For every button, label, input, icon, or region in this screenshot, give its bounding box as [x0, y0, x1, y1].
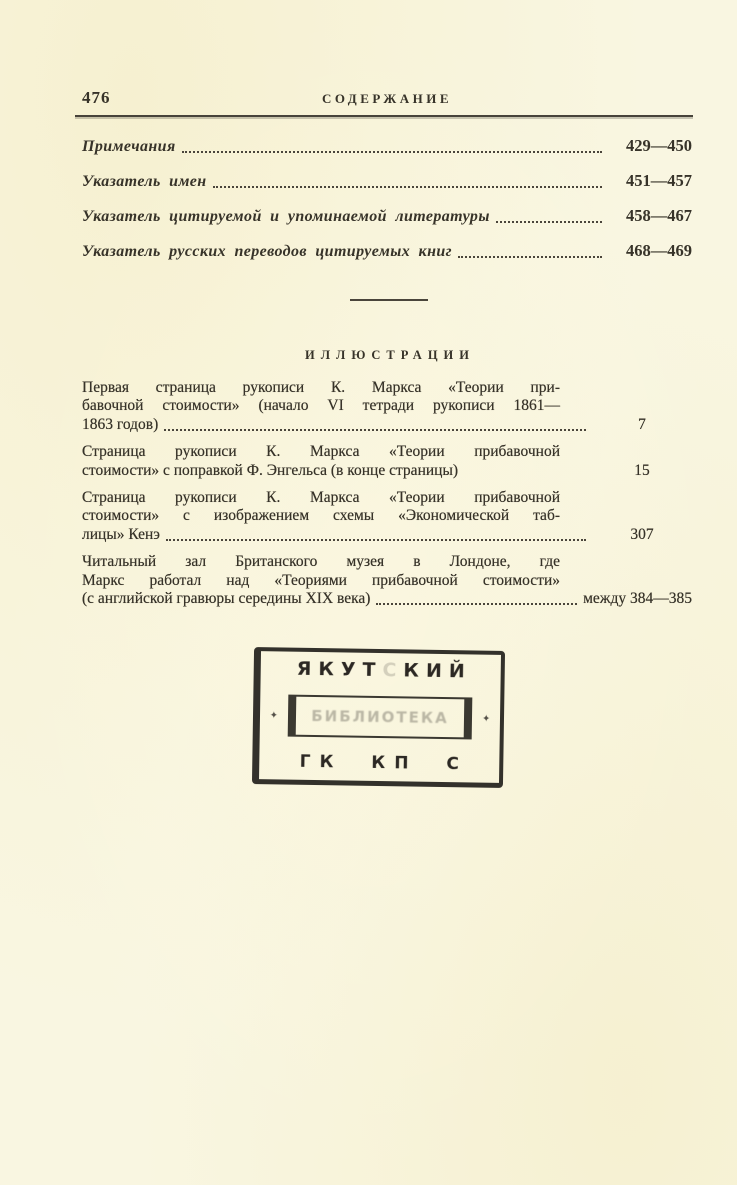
dotted-leader — [376, 603, 577, 605]
entry-label: Указатель цитируемой и упоминаемой литературы — [82, 208, 490, 225]
entry-line: Страница рукописи К. Маркса «Теории прибавочной — [82, 489, 560, 507]
contents-list — [82, 136, 692, 276]
dotted-leader — [182, 151, 602, 153]
stamp-inner-text: БИБЛИОТЕКА — [311, 706, 449, 728]
entry-line: Читальный зал Британского музея в Лондоне, где — [82, 553, 560, 571]
entry-pages: 307 — [630, 525, 654, 543]
header-rule — [75, 115, 693, 117]
entry-pages: 429—450 — [626, 136, 692, 155]
section-divider — [350, 299, 428, 301]
stamp-right-mark: ✦ — [481, 713, 491, 725]
entry-line: стоимости» с поправкой Ф. Энгельса (в конце страницы) — [82, 461, 459, 479]
entry-label: Указатель имен — [82, 173, 207, 190]
stamp-middle-row — [260, 694, 501, 740]
contents-entry — [82, 241, 692, 262]
illustration-entry — [82, 553, 692, 608]
entry-last-line — [82, 462, 692, 480]
contents-entry — [82, 206, 692, 227]
stamp-faded-letter: С — [382, 659, 404, 682]
illustration-entry — [82, 489, 692, 544]
entry-last-line — [82, 590, 692, 608]
entry-last-line — [82, 416, 692, 434]
entry-line: 1863 годов) — [82, 415, 159, 433]
illustration-entry — [82, 443, 692, 480]
dotted-leader — [458, 256, 602, 258]
entry-line: Страница рукописи К. Маркса «Теории прибавочной — [82, 443, 560, 461]
entry-label: Примечания — [82, 138, 176, 155]
entry-line: Первая страница рукописи К. Маркса «Теории при- — [82, 379, 560, 396]
stamp-top-text — [261, 657, 501, 683]
entry-pages: между 384—385 — [583, 590, 692, 608]
stamp-top-prefix: ЯКУТ — [296, 657, 383, 682]
stamp-top-suffix: КИЙ — [403, 659, 472, 683]
stamp-inner-box — [288, 695, 473, 740]
entry-pages: 451—457 — [626, 171, 692, 190]
entry-pages: 458—467 — [626, 206, 692, 225]
entry-line: бавочной стоимости» (начало VI тетради рукописи 1861— — [82, 397, 560, 415]
dotted-leader — [213, 186, 602, 188]
contents-entry — [82, 136, 692, 157]
page-header — [82, 88, 692, 108]
entry-pages: 7 — [638, 415, 646, 433]
illustrations-list — [82, 379, 692, 617]
dotted-leader — [496, 221, 602, 223]
stamp-bottom-text: ГК КП С — [299, 751, 469, 775]
running-head: СОДЕРЖАНИЕ — [321, 91, 453, 106]
entry-line: лицы» Кенэ — [82, 525, 160, 543]
entry-pages: 468—469 — [626, 241, 692, 260]
dotted-leader — [166, 539, 586, 541]
entry-last-line — [82, 526, 692, 544]
entry-line: (с английской гравюры середины XIX века) — [82, 590, 371, 608]
page-number: 476 — [82, 88, 111, 107]
contents-entry — [82, 171, 692, 192]
entry-line: стоимости» с изображением схемы «Экономической таб- — [82, 507, 560, 525]
dotted-leader — [164, 429, 586, 431]
entry-pages: 15 — [634, 461, 650, 479]
library-stamp — [252, 647, 505, 788]
illustrations-heading: ИЛЛЮСТРАЦИИ — [304, 348, 476, 362]
illustration-entry — [82, 379, 692, 434]
entry-label: Указатель русских переводов цитируемых книг — [82, 243, 452, 260]
stamp-left-mark: ✦ — [269, 709, 279, 721]
entry-line: Маркс работал над «Теориями прибавочной стоимости» — [82, 571, 560, 589]
